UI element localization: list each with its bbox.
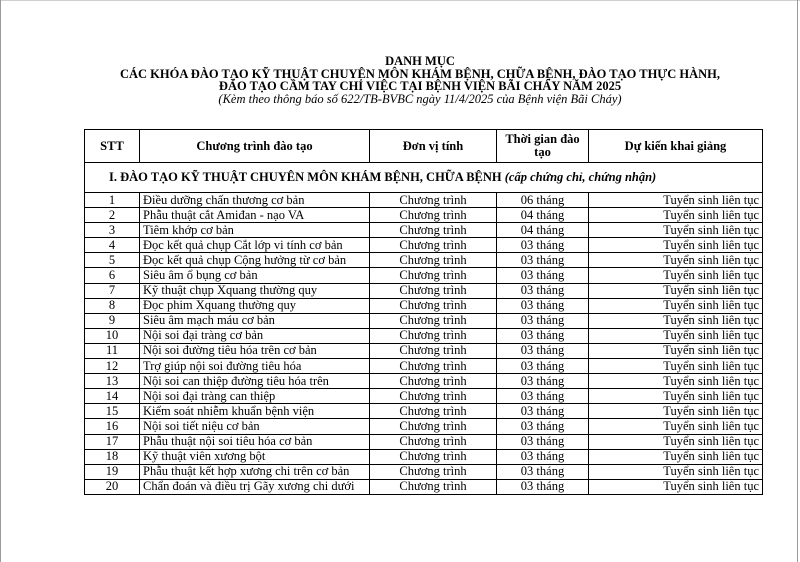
cell-stt: 16 xyxy=(85,419,140,434)
cell-program-name: Điều dưỡng chấn thương cơ bản xyxy=(140,193,370,208)
cell-start: Tuyển sinh liên tục xyxy=(589,359,763,374)
document-title-line2: CÁC KHÓA ĐÀO TẠO KỸ THUẬT CHUYÊN MÔN KHÁM BỆNH, CHỮA BỆNH, ĐÀO TẠO THỰC HÀNH, xyxy=(119,67,721,81)
cell-stt: 3 xyxy=(85,223,140,238)
page-edge-left xyxy=(0,0,1,562)
cell-stt: 10 xyxy=(85,328,140,343)
cell-unit: Chương trình xyxy=(370,253,497,268)
table-row xyxy=(85,464,763,479)
training-courses-table xyxy=(84,129,763,495)
table-row xyxy=(85,374,763,389)
header-unit: Đơn vị tính xyxy=(370,130,497,163)
cell-stt: 5 xyxy=(85,253,140,268)
cell-unit: Chương trình xyxy=(370,374,497,389)
cell-stt: 9 xyxy=(85,313,140,328)
cell-start: Tuyển sinh liên tục xyxy=(589,283,763,298)
cell-stt: 2 xyxy=(85,208,140,223)
table-row xyxy=(85,389,763,404)
cell-duration: 03 tháng xyxy=(497,313,589,328)
cell-duration: 03 tháng xyxy=(497,374,589,389)
cell-unit: Chương trình xyxy=(370,404,497,419)
cell-start: Tuyển sinh liên tục xyxy=(589,193,763,208)
cell-program-name: Đọc phim Xquang thường quy xyxy=(140,298,370,313)
header-stt: STT xyxy=(85,130,140,163)
section-row xyxy=(85,163,763,193)
cell-program-name: Nội soi đại tràng cơ bản xyxy=(140,328,370,343)
cell-unit: Chương trình xyxy=(370,328,497,343)
cell-unit: Chương trình xyxy=(370,268,497,283)
cell-start: Tuyển sinh liên tục xyxy=(589,268,763,283)
cell-start: Tuyển sinh liên tục xyxy=(589,404,763,419)
cell-program-name: Siêu âm ổ bụng cơ bản xyxy=(140,268,370,283)
cell-program-name: Kỹ thuật viên xương bột xyxy=(140,449,370,464)
cell-unit: Chương trình xyxy=(370,313,497,328)
header-duration-line2: tạo xyxy=(534,145,551,159)
cell-duration: 03 tháng xyxy=(497,283,589,298)
cell-program-name: Siêu âm mạch máu cơ bản xyxy=(140,313,370,328)
cell-duration: 03 tháng xyxy=(497,464,589,479)
cell-start: Tuyển sinh liên tục xyxy=(589,479,763,494)
section-cell xyxy=(85,163,763,193)
page-edge-right xyxy=(797,0,798,562)
cell-program-name: Nội soi can thiệp đường tiêu hóa trên xyxy=(140,374,370,389)
cell-start: Tuyển sinh liên tục xyxy=(589,449,763,464)
cell-unit: Chương trình xyxy=(370,208,497,223)
document-title-line3: ĐÀO TẠO CẦM TAY CHỈ VIỆC TẠI BỆNH VIỆN BÃI CHÁY NĂM 2025 xyxy=(218,79,622,93)
cell-duration: 03 tháng xyxy=(497,449,589,464)
table-row xyxy=(85,449,763,464)
cell-unit: Chương trình xyxy=(370,434,497,449)
cell-start: Tuyển sinh liên tục xyxy=(589,419,763,434)
document-subtitle: (Kèm theo thông báo số 622/TB-BVBC ngày 11/4/2025 của Bệnh viện Bãi Cháy) xyxy=(218,92,622,106)
cell-unit: Chương trình xyxy=(370,283,497,298)
cell-stt: 13 xyxy=(85,374,140,389)
document-header xyxy=(60,55,780,106)
table-row xyxy=(85,208,763,223)
table-row xyxy=(85,419,763,434)
cell-duration: 06 tháng xyxy=(497,193,589,208)
cell-stt: 15 xyxy=(85,404,140,419)
cell-stt: 11 xyxy=(85,343,140,358)
table-row xyxy=(85,298,763,313)
table-row xyxy=(85,313,763,328)
cell-unit: Chương trình xyxy=(370,223,497,238)
cell-stt: 8 xyxy=(85,298,140,313)
table-row xyxy=(85,193,763,208)
cell-duration: 03 tháng xyxy=(497,298,589,313)
cell-program-name: Nội soi đường tiêu hóa trên cơ bản xyxy=(140,343,370,358)
cell-start: Tuyển sinh liên tục xyxy=(589,223,763,238)
table-row xyxy=(85,328,763,343)
cell-program-name: Phẫu thuật kết hợp xương chi trên cơ bản xyxy=(140,464,370,479)
table-row xyxy=(85,268,763,283)
table-row xyxy=(85,434,763,449)
table-row xyxy=(85,359,763,374)
cell-unit: Chương trình xyxy=(370,389,497,404)
cell-unit: Chương trình xyxy=(370,419,497,434)
cell-start: Tuyển sinh liên tục xyxy=(589,343,763,358)
cell-duration: 03 tháng xyxy=(497,359,589,374)
cell-duration: 03 tháng xyxy=(497,328,589,343)
header-duration-line1: Thời gian đào xyxy=(505,132,580,146)
section-title: I. ĐÀO TẠO KỸ THUẬT CHUYÊN MÔN KHÁM BỆNH, CHỮA BỆNH xyxy=(109,170,502,184)
cell-program-name: Nội soi tiết niệu cơ bản xyxy=(140,419,370,434)
table-header-row xyxy=(85,130,763,163)
cell-program-name: Tiêm khớp cơ bản xyxy=(140,223,370,238)
cell-program-name: Đọc kết quả chụp Cắt lớp vi tính cơ bản xyxy=(140,238,370,253)
cell-duration: 04 tháng xyxy=(497,208,589,223)
cell-stt: 6 xyxy=(85,268,140,283)
table-row xyxy=(85,238,763,253)
cell-stt: 18 xyxy=(85,449,140,464)
table-row xyxy=(85,404,763,419)
cell-start: Tuyển sinh liên tục xyxy=(589,238,763,253)
cell-program-name: Đọc kết quả chụp Cộng hưởng từ cơ bản xyxy=(140,253,370,268)
cell-duration: 03 tháng xyxy=(497,479,589,494)
cell-duration: 03 tháng xyxy=(497,389,589,404)
cell-duration: 03 tháng xyxy=(497,268,589,283)
table-row xyxy=(85,283,763,298)
cell-stt: 1 xyxy=(85,193,140,208)
header-duration xyxy=(497,130,589,163)
table-row xyxy=(85,253,763,268)
cell-stt: 20 xyxy=(85,479,140,494)
cell-start: Tuyển sinh liên tục xyxy=(589,374,763,389)
cell-unit: Chương trình xyxy=(370,359,497,374)
cell-stt: 12 xyxy=(85,359,140,374)
cell-start: Tuyển sinh liên tục xyxy=(589,328,763,343)
cell-unit: Chương trình xyxy=(370,479,497,494)
cell-start: Tuyển sinh liên tục xyxy=(589,253,763,268)
cell-duration: 03 tháng xyxy=(497,419,589,434)
cell-unit: Chương trình xyxy=(370,343,497,358)
page-edge xyxy=(0,0,800,1)
table-row xyxy=(85,343,763,358)
cell-program-name: Phẫu thuật cắt Amiđan - nạo VA xyxy=(140,208,370,223)
cell-start: Tuyển sinh liên tục xyxy=(589,208,763,223)
cell-duration: 03 tháng xyxy=(497,238,589,253)
cell-unit: Chương trình xyxy=(370,298,497,313)
cell-duration: 03 tháng xyxy=(497,343,589,358)
table-row xyxy=(85,223,763,238)
cell-start: Tuyển sinh liên tục xyxy=(589,389,763,404)
cell-program-name: Nội soi đại tràng can thiệp xyxy=(140,389,370,404)
cell-program-name: Kỹ thuật chụp Xquang thường quy xyxy=(140,283,370,298)
cell-start: Tuyển sinh liên tục xyxy=(589,464,763,479)
cell-program-name: Kiểm soát nhiễm khuẩn bệnh viện xyxy=(140,404,370,419)
cell-unit: Chương trình xyxy=(370,238,497,253)
cell-duration: 03 tháng xyxy=(497,404,589,419)
cell-stt: 4 xyxy=(85,238,140,253)
cell-duration: 04 tháng xyxy=(497,223,589,238)
section-note: (cấp chứng chỉ, chứng nhận) xyxy=(504,170,657,184)
cell-stt: 7 xyxy=(85,283,140,298)
header-start: Dự kiến khai giảng xyxy=(589,130,763,163)
cell-stt: 14 xyxy=(85,389,140,404)
cell-unit: Chương trình xyxy=(370,193,497,208)
header-program: Chương trình đào tạo xyxy=(140,130,370,163)
document-title: DANH MỤC xyxy=(385,54,455,68)
cell-stt: 17 xyxy=(85,434,140,449)
cell-start: Tuyển sinh liên tục xyxy=(589,313,763,328)
cell-duration: 03 tháng xyxy=(497,434,589,449)
cell-stt: 19 xyxy=(85,464,140,479)
cell-unit: Chương trình xyxy=(370,449,497,464)
table-row xyxy=(85,479,763,494)
cell-duration: 03 tháng xyxy=(497,253,589,268)
cell-program-name: Phẫu thuật nội soi tiêu hóa cơ bản xyxy=(140,434,370,449)
cell-unit: Chương trình xyxy=(370,464,497,479)
cell-start: Tuyển sinh liên tục xyxy=(589,434,763,449)
cell-program-name: Trợ giúp nội soi đường tiêu hóa xyxy=(140,359,370,374)
cell-start: Tuyển sinh liên tục xyxy=(589,298,763,313)
cell-program-name: Chẩn đoán và điều trị Gãy xương chi dưới xyxy=(140,479,370,494)
